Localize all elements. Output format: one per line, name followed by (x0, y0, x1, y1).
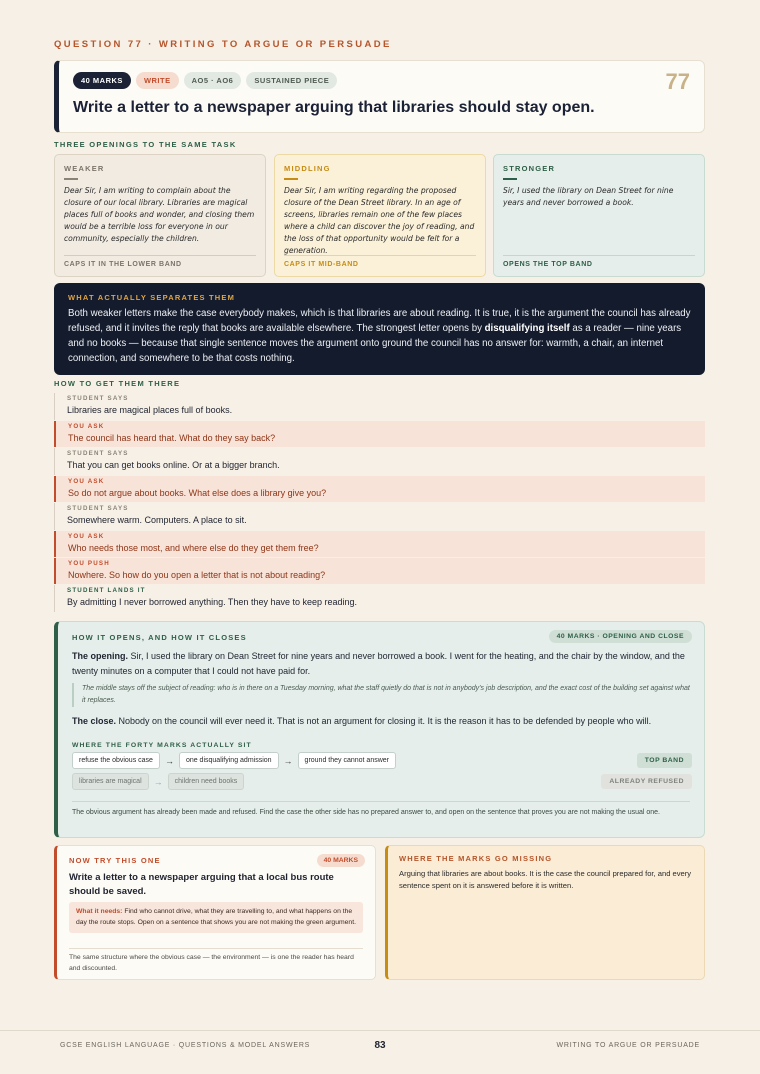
speaker-label: YOU ASK (68, 533, 105, 540)
speaker-line: Somewhere warm. Computers. A place to sit. (67, 515, 247, 525)
model-label: HOW IT OPENS, AND HOW IT CLOSES (72, 633, 247, 642)
page-number: 83 (374, 1040, 386, 1051)
speaker-line: By admitting I never borrowed anything. Then they have to keep reading. (67, 597, 358, 607)
opening-text: Sir, I used the library on Dean Street for nine years and never borrowed a book. I went for the heating, and the chair by the window, and the twenty minutes on a computer that I could not have paid for. (72, 651, 685, 676)
dialogue-turn-student (54, 393, 705, 420)
dialogue-turn-student-final (54, 585, 705, 612)
marks-missing-label: WHERE THE MARKS GO MISSING (399, 854, 553, 863)
title-rule (64, 178, 78, 180)
marks-flow-label: WHERE THE FORTY MARKS ACTUALLY SIT (72, 742, 252, 749)
speaker-line: Libraries are magical places full of books. (67, 405, 233, 415)
model-note: The obvious argument has already been made and refused. Find the case the other side has no prepared answer to, and open on the sentence that proves you are not making the usual one. (72, 801, 690, 818)
separator-text-part: Both weaker letters make the case everybody makes, which is that libraries are about reading. It is true, it is the argument the council has already refused, and it invites the reply that books are available elsewhere. The strongest letter opens by (68, 308, 691, 334)
footer-section-title: WRITING TO ARGUE OR PERSUADE (556, 1042, 700, 1049)
opening-card-stronger (493, 154, 705, 277)
question-text: Write a letter to a newspaper arguing that libraries should stay open. (73, 99, 595, 116)
opening-title: STRONGER (503, 164, 556, 173)
flow-step: refuse the obvious case (72, 752, 160, 769)
speaker-label: STUDENT SAYS (67, 505, 129, 512)
speaker-label: YOU ASK (68, 478, 105, 485)
opening-verdict: OPENS THE TOP BAND (503, 255, 695, 268)
flow-step: ground they cannot answer (298, 752, 396, 769)
close-text: Nobody on the council will ever need it. That is not an argument for closing it. It is the reason it has to be defended by people who will. (116, 716, 652, 726)
close-bold: The close. (72, 716, 117, 726)
practice-question-card (54, 845, 376, 980)
top-band-flow (72, 752, 396, 769)
opening-body: Dear Sir, I am writing regarding the proposed closure of the Dean Street library. In an age of screens, libraries remain one of the few places where a child can discover the joy of reading, and the loss of that opportunity would be felt for a generation. (284, 186, 475, 255)
model-marks-badge: 40 MARKS · OPENING AND CLOSE (549, 630, 692, 643)
opening-bold: The opening. (72, 651, 128, 661)
write-tag: WRITE (136, 72, 179, 89)
model-opening (72, 649, 690, 679)
speaker-label: YOU PUSH (68, 560, 110, 567)
practice-question: Write a letter to a newspaper arguing that a local bus route should be saved. (69, 872, 334, 897)
separator-text-part: as a reader — nine years and no books — because that single sentence moves the argument onto ground the council has no answer for: warmth, a chair, an internet connection, and somewhere to be that costs nothing. (68, 323, 682, 364)
arrow-right-icon: → (153, 776, 163, 787)
flow-step: one disqualifying admission (179, 752, 279, 769)
speaker-line: Who needs those most, and where else do they get them free? (68, 543, 319, 553)
separator-text-bold: disqualifying itself (484, 323, 570, 334)
marks-missing-text: Arguing that libraries are about books. It is the case the council prepared for, and every sentence spent on it is answered before it is written. (399, 869, 692, 890)
question-label: QUESTION 77 · WRITING TO ARGUE OR PERSUADE (54, 39, 392, 50)
assessment-objectives-tag: AO5 · AO6 (184, 72, 242, 89)
opening-card-middling (274, 154, 486, 277)
sustained-piece-tag: SUSTAINED PIECE (246, 72, 337, 89)
flow-step: libraries are magical (72, 773, 149, 790)
model-middle-note: The middle stays off the subject of reading: who is in there on a Tuesday morning, what the staff quietly do that is not in anybody's job description, and the exact cost of the building set against what it replaces. (72, 683, 690, 707)
page-footer (0, 1030, 760, 1074)
speaker-line: Nowhere. So how do you open a letter that is not about reading? (68, 570, 326, 580)
opening-body: Sir, I used the library on Dean Street for nine years and never borrowed a book. (503, 186, 674, 207)
title-rule (284, 178, 298, 180)
opening-verdict: CAPS IT IN THE LOWER BAND (64, 255, 256, 268)
flow-step: children need books (168, 773, 245, 790)
dialogue-turn-teacher (54, 476, 705, 502)
dialogue-turn-student (54, 503, 705, 530)
top-band-badge: TOP BAND (637, 753, 692, 768)
speaker-label: STUDENT SAYS (67, 450, 129, 457)
separator-text (68, 306, 691, 366)
hint-text: Find who cannot drive, what they are travelling to, and what happens on the day the route stops. Open on a sentence that shows you are not making the green argument. (76, 908, 356, 926)
practice-hint (69, 902, 363, 933)
marks-tag: 40 MARKS (73, 72, 131, 89)
dialogue-heading: HOW TO GET THEM THERE (54, 379, 181, 388)
question-number: 77 (665, 69, 690, 94)
question-tags (73, 72, 337, 89)
arrow-right-icon: → (164, 755, 174, 766)
speaker-line: The council has heard that. What do they say back? (68, 433, 276, 443)
opening-body: Dear Sir, I am writing to complain about the closure of our local library. Libraries are magical places full of books and wonder, and closing them would be a terrible loss for everyone in our community, especially the children. (64, 186, 255, 243)
practice-footer: The same structure where the obvious case — the environment — is one the reader has heard and discounted. (69, 948, 363, 974)
openings-heading: THREE OPENINGS TO THE SAME TASK (54, 140, 237, 149)
hint-label: What it needs: (76, 908, 123, 915)
dialogue-turn-teacher-push (54, 558, 705, 584)
separator-callout (54, 283, 705, 375)
footer-book-title: GCSE ENGLISH LANGUAGE · QUESTIONS & MODEL ANSWERS (60, 1042, 311, 1049)
title-rule (503, 178, 517, 180)
dialogue-turn-teacher (54, 531, 705, 557)
dialogue-turn-student (54, 448, 705, 475)
dialogue-turn-teacher (54, 421, 705, 447)
arrow-right-icon: → (283, 755, 293, 766)
separator-label: WHAT ACTUALLY SEPARATES THEM (68, 293, 236, 302)
speaker-line: That you can get books online. Or at a bigger branch. (67, 460, 280, 470)
opening-verdict: CAPS IT MID-BAND (284, 255, 476, 268)
speaker-label: YOU ASK (68, 423, 105, 430)
model-close (72, 714, 690, 729)
practice-label: NOW TRY THIS ONE (69, 856, 161, 865)
already-refused-badge: ALREADY REFUSED (601, 774, 692, 789)
speaker-label: STUDENT SAYS (67, 395, 129, 402)
question-card (54, 60, 705, 133)
opening-title: MIDDLING (284, 164, 331, 173)
opening-title: WEAKER (64, 164, 105, 173)
opening-card-weaker (54, 154, 266, 277)
practice-marks-badge: 40 MARKS (317, 854, 365, 867)
refused-flow (72, 773, 244, 790)
model-answer-panel (54, 621, 705, 838)
speaker-line: So do not argue about books. What else does a library give you? (68, 488, 327, 498)
marks-missing-card (385, 845, 705, 980)
speaker-label: STUDENT LANDS IT (67, 587, 146, 594)
